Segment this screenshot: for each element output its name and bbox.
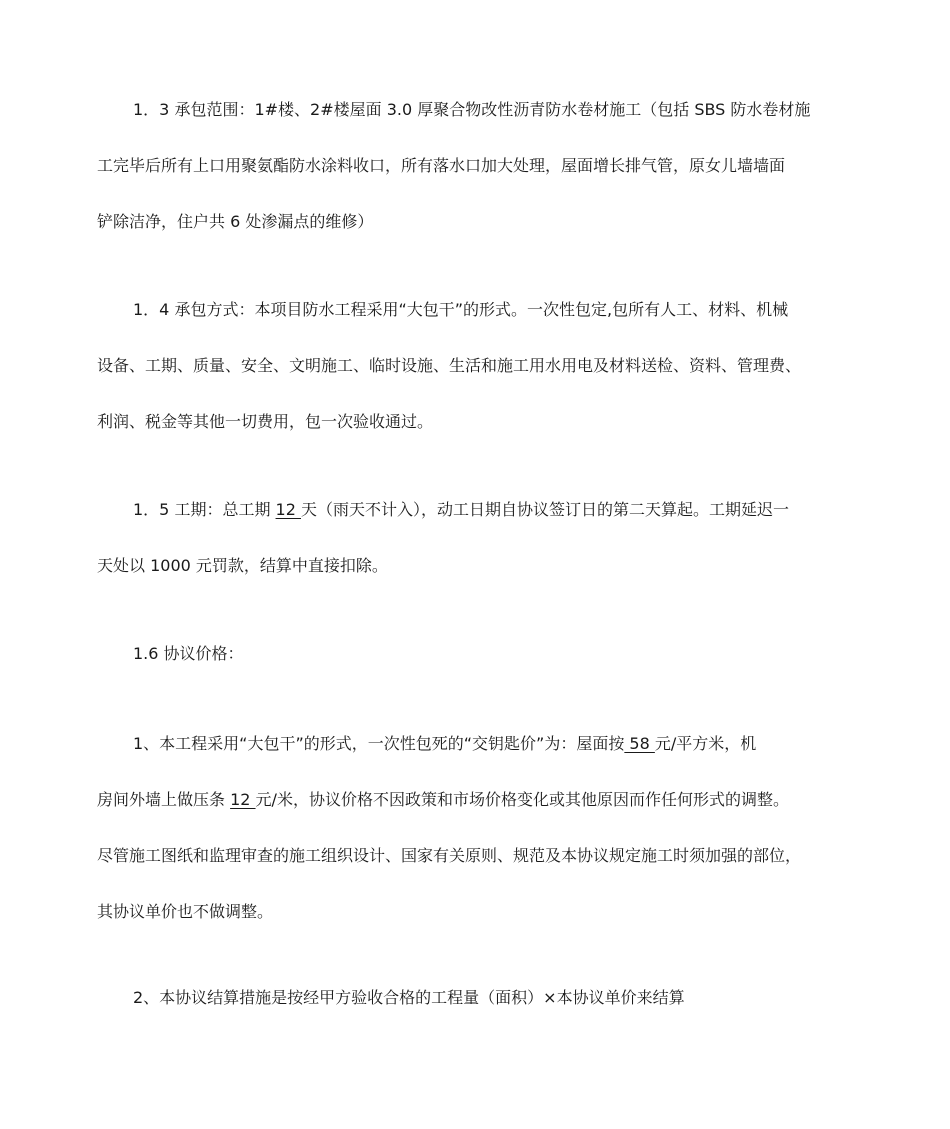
text-line [97, 482, 897, 538]
text-line: 1．4 承包方式：本项目防水工程采用“大包干”的形式。一次性包定,包所有人工、材料、机械 [133, 300, 789, 319]
text-line: 利润、税金等其他一切费用，包一次验收通过。 [97, 412, 434, 431]
text-line: 其协议单价也不做调整。 [97, 902, 274, 921]
item-2-settlement [97, 970, 897, 1026]
pricing-text: 元/米，协议价格不因政策和市场价格变化或其他原因而作任何形式的调整。 [255, 790, 789, 809]
duration-days-value: 12 [275, 500, 301, 519]
strip-price-value: 12 [230, 790, 256, 809]
text-line: 铲除洁净，住户共 6 处渗漏点的维修） [97, 212, 374, 231]
pricing-text: 房间外墙上做压条 [97, 790, 231, 809]
pricing-text: 1、本工程采用“大包干”的形式，一次性包死的“交钥匙价”为：屋面按 [133, 734, 625, 753]
text-line [97, 772, 897, 828]
text-line: 设备、工期、质量、安全、文明施工、临时设施、生活和施工用水用电及材料送检、资料、管理费、 [97, 356, 802, 375]
section-1-6-price [97, 626, 897, 682]
duration-label: 1．5 工期：总工期 [133, 500, 276, 519]
section-heading: 1.6 协议价格： [133, 644, 244, 663]
section-1-4-contract-method [97, 282, 897, 450]
section-1-5-duration [97, 482, 897, 594]
duration-text: 天（雨天不计入），动工日期自协议签订日的第二天算起。工期延迟一 [301, 500, 790, 519]
text-line: 2、本协议结算措施是按经甲方验收合格的工程量（面积）×本协议单价来结算 [133, 988, 685, 1007]
text-line: 1．3 承包范围：1#楼、2#楼屋面 3.0 厚聚合物改性沥青防水卷材施工（包括 SBS 防水卷材施 [133, 100, 811, 119]
roof-price-value: 58 [624, 734, 655, 753]
text-line: 天处以 1000 元罚款，结算中直接扣除。 [97, 556, 388, 575]
text-line: 工完毕后所有上口用聚氨酯防水涂料收口，所有落水口加大处理，屋面增长排气管，原女儿墙墙面 [97, 156, 786, 175]
text-line: 尽管施工图纸和监理审查的施工组织设计、国家有关原则、规范及本协议规定施工时须加强的部位， [97, 846, 802, 865]
item-1-pricing [97, 716, 897, 940]
pricing-unit: 元/平方米，机 [654, 734, 757, 753]
text-line [97, 716, 897, 772]
section-1-3-scope [97, 82, 897, 250]
